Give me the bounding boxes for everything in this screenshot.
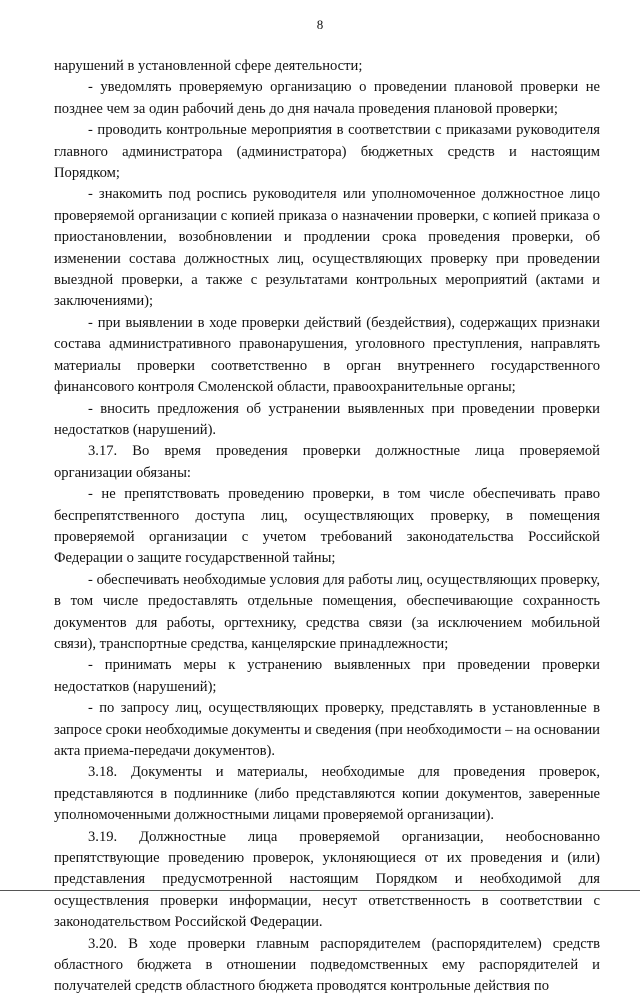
page-number: 8 — [316, 17, 324, 32]
paragraph: - вносить предложения об устранении выявленных при проведении проверки недостатков (нарушений). — [54, 400, 600, 438]
paragraph: 3.20. В ходе проверки главным распорядителем (распорядителем) средств областного бюджета в отношении подведомственных ему распорядителей и получателей средств областного бюджета проводятся контрольные действия по — [54, 935, 600, 995]
paragraph: нарушений в установленной сфере деятельности; — [54, 58, 363, 74]
paragraph: - уведомлять проверяемую организацию о проведении плановой проверки не позднее чем за один рабочий день до дня начала проведения плановой проверки; — [54, 79, 600, 117]
page-edge-line — [0, 890, 640, 891]
paragraph: - знакомить под роспись руководителя или уполномоченное должностное лицо проверяемой организации с копией приказа о назначении проверки, с копией приказа о приостановлении, возобновлении и продлении срока проведения проверки, об изменении состава должностных лиц, осуществляющих проверку при проведении выездной проверки, а также с результатами контрольных мероприятий (актами и заключениями); — [54, 186, 600, 310]
paragraph: - проводить контрольные мероприятия в соответствии с приказами руководителя главного администратора (администратора) бюджетных средств и настоящим Порядком; — [54, 122, 600, 182]
paragraph: - при выявлении в ходе проверки действий (бездействия), содержащих признаки состава административного правонарушения, уголовного преступления, направлять материалы проверки соответственно в орган внутреннего государственного финансового контроля Смоленской области, правоохранительные органы; — [54, 314, 600, 396]
paragraph: 3.17. Во время проведения проверки должностные лица проверяемой организации обязаны: — [54, 443, 600, 481]
paragraph: - обеспечивать необходимые условия для работы лиц, осуществляющих проверку, в том числе предоставлять отдельные помещения, обеспечивающие сохранность документов для работы, оргтехнику, средства связи (за исключением мобильной связи), транспортные средства, канцелярские принадлежности; — [54, 571, 600, 652]
document-body — [54, 56, 600, 998]
paragraph: - принимать меры к устранению выявленных при проведении проверки недостатков (нарушений); — [54, 657, 600, 695]
paragraph: 3.18. Документы и материалы, необходимые для проведения проверок, представляются в подлиннике (либо представляются копии документов, заверенные уполномоченными должностными лицами проверяемой организации). — [54, 764, 600, 824]
paragraph: 3.19. Должностные лица проверяемой организации, необоснованно препятствующие проведению проверок, уклоняющиеся от их проведения и (или) представления предусмотренной настоящим Порядком и необходимой для осуществления проверки информации, несут ответственность в соответствии с законодательством Российской Федерации. — [54, 828, 600, 931]
paragraph: - не препятствовать проведению проверки, в том числе обеспечивать право беспрепятственного доступа лиц, осуществляющих проверку, в помещения проверяемой организации с учетом требований законодательства Российской Федерации о защите государственной тайны; — [54, 486, 600, 567]
paragraph: - по запросу лиц, осуществляющих проверку, представлять в установленные в запросе сроки необходимые документы и сведения (при необходимости – на основании акта приема-передачи документов). — [54, 700, 600, 759]
